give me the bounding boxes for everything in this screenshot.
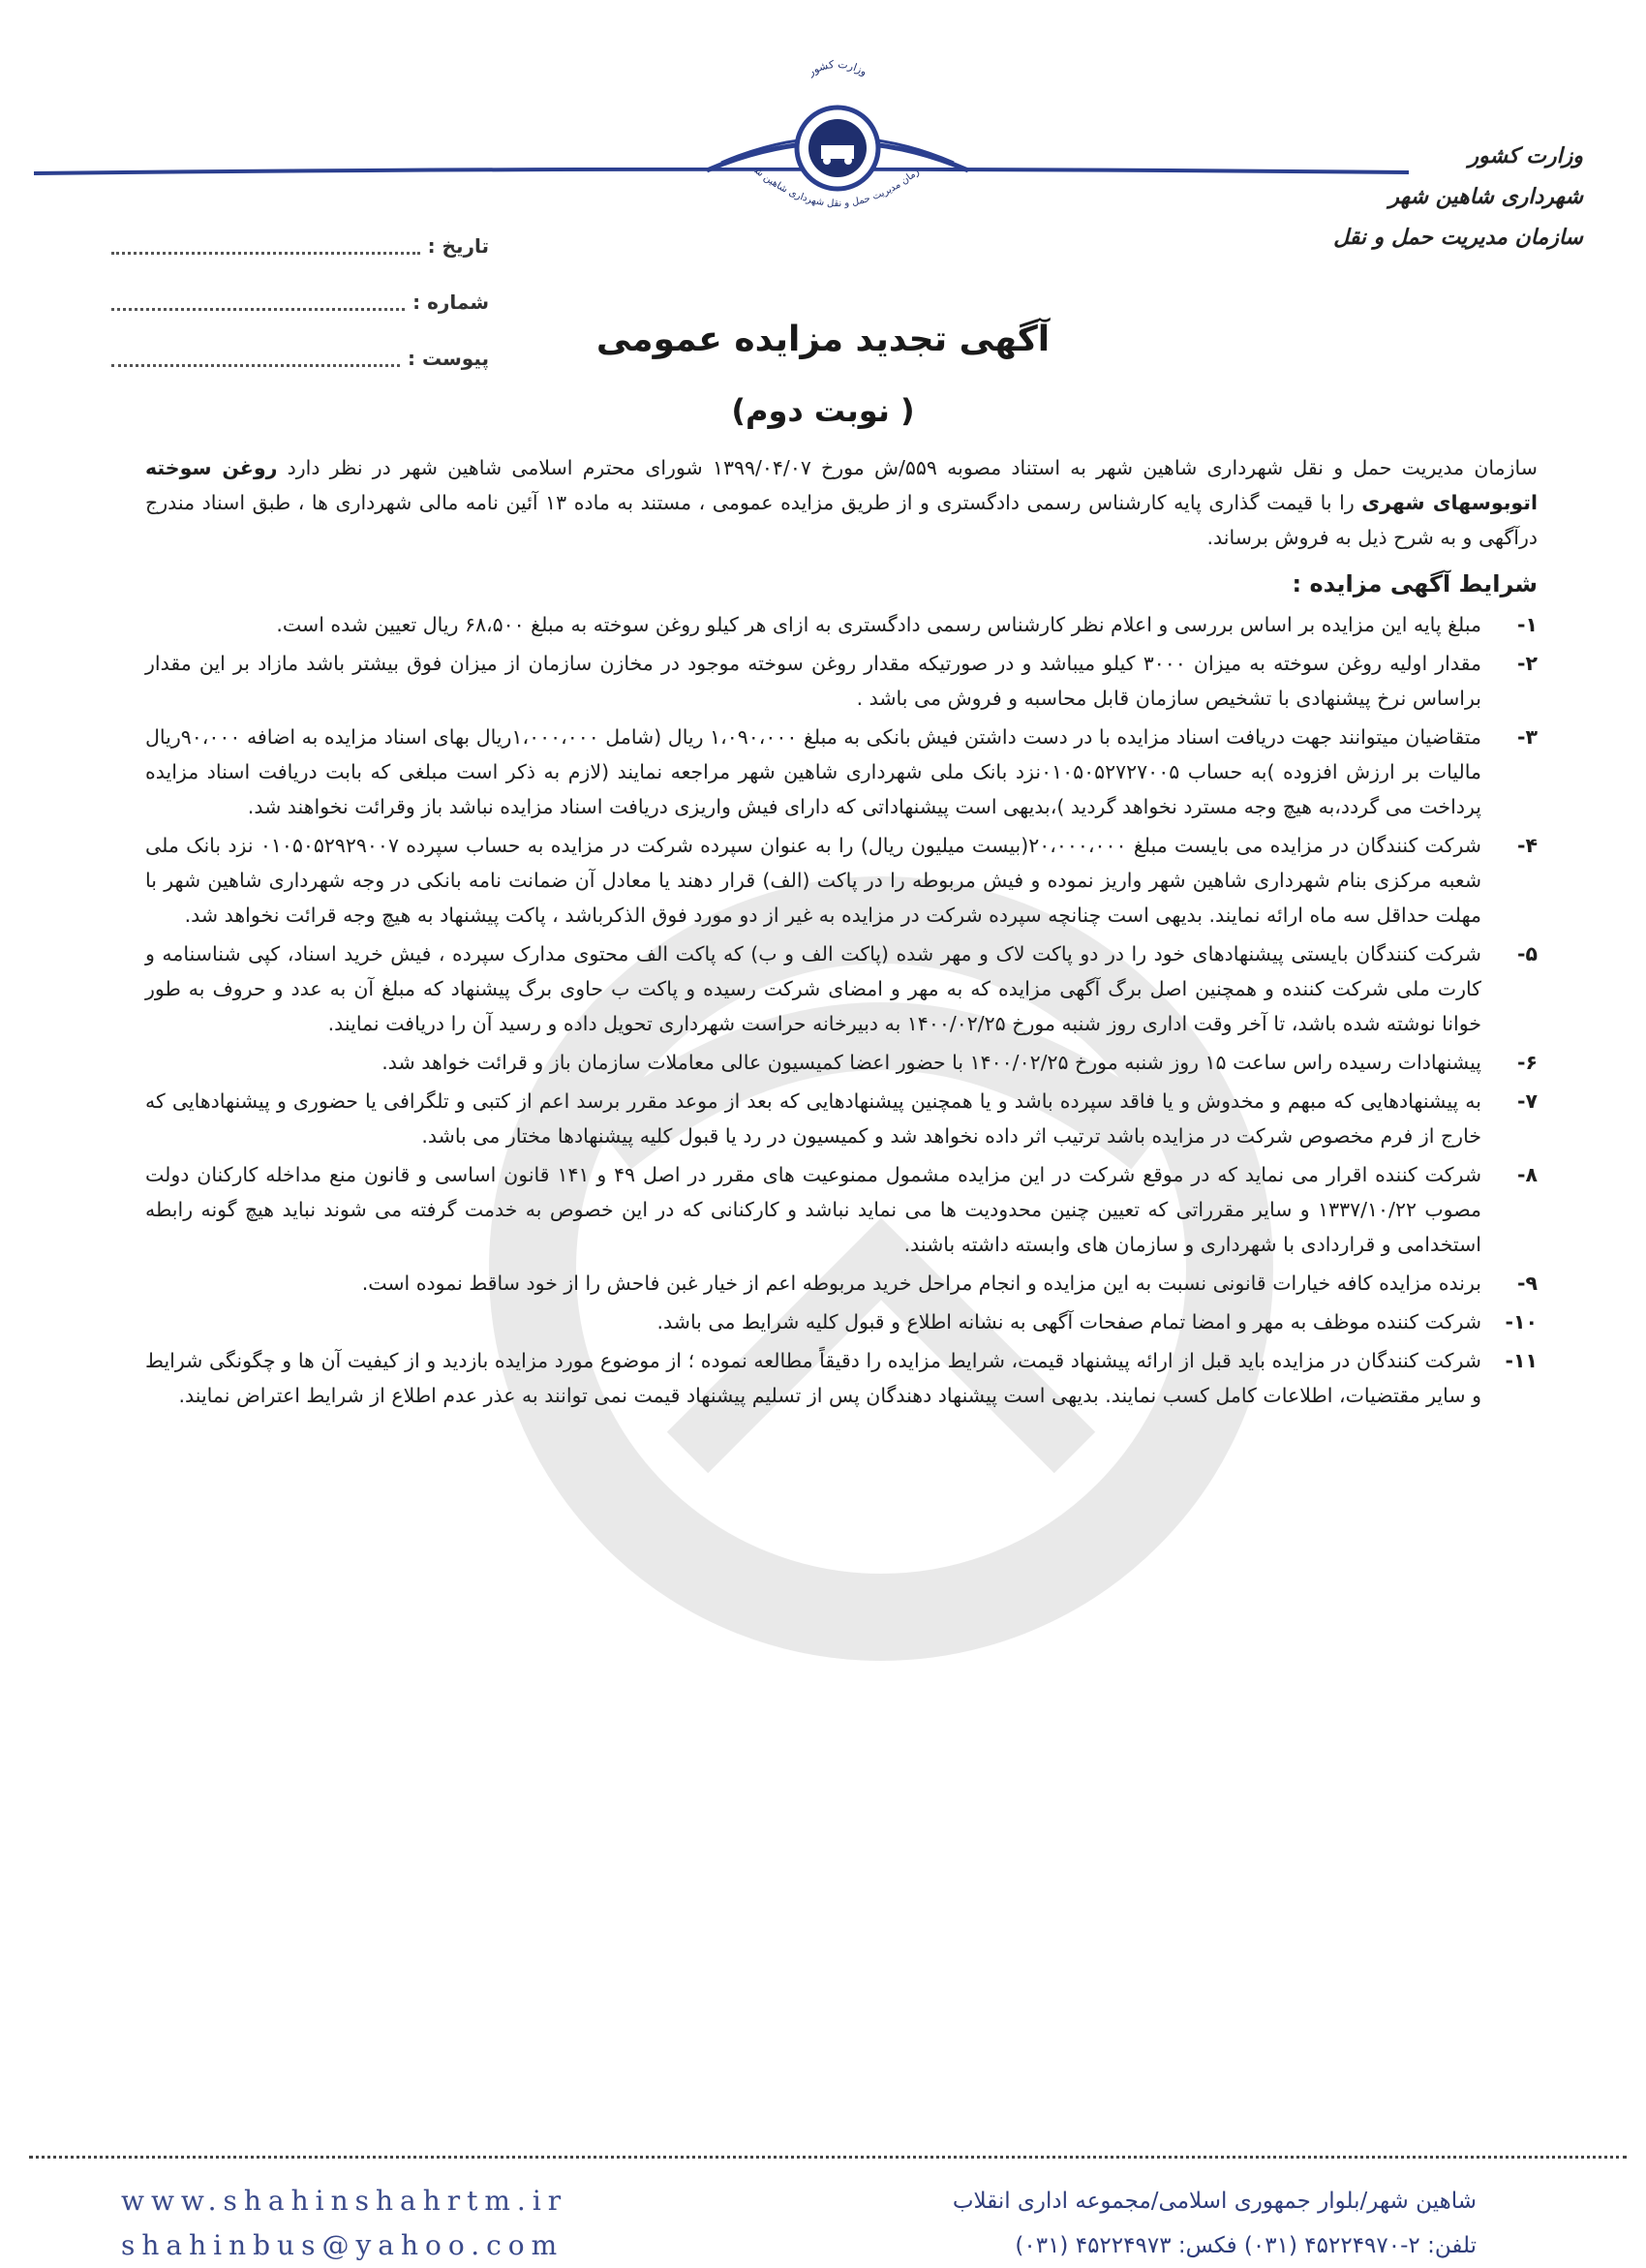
condition-item xyxy=(145,607,1538,642)
letter-meta xyxy=(111,218,489,386)
footer-address-block xyxy=(741,2179,1477,2268)
number-label: شماره : xyxy=(412,291,489,314)
condition-number: ۶- xyxy=(1516,1051,1538,1074)
condition-number: ۲- xyxy=(1516,652,1538,675)
condition-text: شرکت کنندگان بایستی پیشنهادهای خود را در دو پاکت لاک و مهر شده (پاکت الف و ب) که پاکت الف محتوی مدارک سپرده ، فیش خرید اسناد، کپی شناسنامه و کارت ملی شرکت کننده و همچنین اصل برگ آگهی مزایده که به مهر و امضای شرکت رسیده و پاکت ب حاوی برگ پیشنهاد که مبلغ آن به عدد و حروف به طور خوانا نوشته شده باشد، تا آخر وقت اداری روز شنبه مورخ ۱۴۰۰/۰۲/۲۵ به دبیرخانه حراست شهرداری تحویل داده و رسید آن را دریافت نمایند. xyxy=(145,942,1481,1035)
date-dots xyxy=(111,238,420,255)
intro-paragraph xyxy=(145,450,1538,555)
condition-text: مبلغ پایه این مزایده بر اساس بررسی و اعلام نظر کارشناس رسمی دادگستری به ازای هر کیلو روغن سوخته به مبلغ ۶۸،۵۰۰ ریال تعیین شده است. xyxy=(276,613,1481,636)
logo-emblem-icon xyxy=(697,56,978,211)
condition-text: پیشنهادات رسیده راس ساعت ۱۵ روز شنبه مورخ ۱۴۰۰/۰۲/۲۵ با حضور اعضا کمیسیون عالی معاملات سازمان باز و قرائت خواهد شد. xyxy=(381,1051,1481,1074)
ministry-line-3: سازمان مدیریت حمل و نقل xyxy=(1333,225,1583,250)
condition-item xyxy=(145,1343,1538,1413)
condition-text: شرکت کننده اقرار می نماید که در موقع شرکت در این مزایده مشمول ممنوعیت های مقرر در اصل ۴۹ و ۱۴۱ قانون اساسی و قانون منع مداخله کارکنان دولت مصوب ۱۳۳۷/۱۰/۲۲ و سایر مقرراتی که تعیین چنین محدودیت ها می نماید نباشد و کارکنانی که در این خصوص به خدمت گرفته می شوند نباید هیچ گونه رابطه استخدامی و قراردادی با شهرداری و سازمان های وابسته داشته باشند. xyxy=(145,1163,1481,1256)
condition-item xyxy=(145,1157,1538,1262)
condition-item xyxy=(145,720,1538,824)
page-title: آگهی تجدید مزایده عمومی xyxy=(595,320,1051,359)
condition-item xyxy=(145,936,1538,1041)
logo-bottom-text: زمان مدیریت حمل و نقل شهرداری شاهین ش xyxy=(752,166,922,210)
footer-email-link[interactable]: shahinbus@yahoo.com xyxy=(121,2229,564,2261)
condition-item xyxy=(145,1084,1538,1153)
condition-text: برنده مزایده کافه خیارات قانونی نسبت به این مزایده و انجام مراحل خرید مربوطه اعم از خیار غبن فاحش را از خود ساقط نموده است. xyxy=(361,1272,1481,1295)
condition-number: ۱- xyxy=(1516,613,1538,636)
ministry-line-2: شهرداری شاهین شهر xyxy=(1388,184,1583,209)
conditions-list xyxy=(145,607,1538,1413)
number-dots xyxy=(111,294,405,311)
condition-text: متقاضیان میتوانند جهت دریافت اسناد مزایده با در دست داشتن فیش بانکی به مبلغ ۱،۰۹۰،۰۰۰ ریال (شامل ۱،۰۰۰،۰۰۰ریال بهای اسناد مزایده به اضافه ۹۰،۰۰۰ریال مالیات بر ارزش افزوده )به حساب ۰۱۰۵۰۵۲۷۲۷۰۰۵نزد بانک ملی شهرداری شاهین شهر مراجعه نمایند (لازم به ذکر است مبلغی که بابت دریافت اسناد مزایده پرداخت می گردد،به هیچ وجه مسترد نخواهد گردید )،بدیهی است پیشنهاداتی که دارای فیش واریزی دریافت اسناد مزایده نباشد باز وقرائت نخواهند شد. xyxy=(145,725,1481,818)
condition-item xyxy=(145,828,1538,933)
condition-item xyxy=(145,1266,1538,1301)
conditions-heading: شرایط آگهی مزایده : xyxy=(1292,570,1538,598)
condition-number: ۱۱- xyxy=(1505,1349,1538,1372)
condition-number: ۷- xyxy=(1516,1089,1538,1113)
date-field xyxy=(111,218,489,274)
condition-number: ۴- xyxy=(1516,834,1538,857)
condition-item xyxy=(145,646,1538,716)
condition-number: ۱۰- xyxy=(1505,1310,1538,1333)
condition-number: ۹- xyxy=(1516,1272,1538,1295)
svg-text:وزارت کشور xyxy=(805,58,869,79)
condition-number: ۵- xyxy=(1516,942,1538,965)
organization-logo xyxy=(697,56,978,211)
footer-address: شاهین شهر/بلوار جمهوری اسلامی/مجموعه اداری انقلاب xyxy=(952,2189,1477,2214)
condition-number: ۸- xyxy=(1516,1163,1538,1186)
condition-text: شرکت کننده موظف به مهر و امضا تمام صفحات آگهی به نشانه اطلاع و قبول کلیه شرایط می باشد. xyxy=(656,1310,1481,1333)
intro-part-1: سازمان مدیریت حمل و نقل شهرداری شاهین شهر به استناد مصوبه ۵۵۹/ش مورخ ۱۳۹۹/۰۴/۰۷ شورای محترم اسلامی شاهین شهر در نظر دارد xyxy=(277,456,1538,479)
ministry-header xyxy=(1331,136,1583,258)
condition-text: شرکت کنندگان در مزایده می بایست مبلغ ۲۰،۰۰۰،۰۰۰(بیست میلیون ریال) را به عنوان سپرده شرکت در مزایده به حساب سپرده ۰۱۰۵۰۵۲۹۲۹۰۰۷ نزد بانک ملی شعبه مرکزی بنام شهرداری شاهین شهر واریز نموده و فیش مربوطه را در پاکت (الف) قرار دهند یا معادل آن ضمانت نامه بانکی در وجه شهرداری شاهین شهر با مهلت حداقل سه ماه ارائه نمایند. بدیهی است چنانچه سپرده شرکت در مزایده به غیر از دو مورد فوق الذکرباشد ، پاکت پیشنهاد به هیچ وجه قرائت نخواهد شد. xyxy=(145,834,1481,927)
date-label: تاریخ : xyxy=(427,234,489,258)
condition-text: مقدار اولیه روغن سوخته به میزان ۳۰۰۰ کیلو میباشد و در صورتیکه مقدار روغن سوخته موجود در مخازن سازمان از میزان فوق بیشتر باشد مازاد بر این مقدار براساس نرخ پیشنهادی با تشخیص سازمان قابل محاسبه و فروش می باشد . xyxy=(145,652,1481,710)
page-subtitle: ( نوبت دوم) xyxy=(731,392,915,429)
footer-divider xyxy=(29,2156,1627,2159)
ministry-line-1: وزارت کشور xyxy=(1468,143,1583,169)
footer-website-link[interactable]: www.shahinshahrtm.ir xyxy=(121,2185,568,2217)
attachment-label: پیوست : xyxy=(407,347,489,370)
intro-part-2: را با قیمت گذاری پایه کارشناس رسمی دادگستری و از طریق مزایده عمومی ، مستند به ماده ۱۳ آئین نامه مالی شهرداری ها ، طبق اسناد مندرج درآگهی و به شرح ذیل به فروش برساند. xyxy=(145,491,1538,549)
condition-text: شرکت کنندگان در مزایده باید قبل از ارائه پیشنهاد قیمت، شرایط مزایده را دقیقاً مطالعه نموده ؛ از موضوع مورد مزایده بازدید و از کیفیت آن ها و چگونگی شرایط و سایر مقتضیات، اطلاعات کامل کسب نمایند. بدیهی است پیشنهاد دهندگان پس از تسلیم پیشنهاد قیمت نمی توانند به عذر عدم اطلاع از شرایط اعتراض نمایند. xyxy=(145,1349,1481,1407)
footer-phone: تلفن: ۲-۴۵۲۲۴۹۷۰ (۰۳۱) فکس: ۴۵۲۲۴۹۷۳ (۰۳۱) xyxy=(1015,2233,1477,2258)
intro-bold: روغن سوخته اتوبوسهای شهری xyxy=(145,456,1538,514)
condition-item xyxy=(145,1045,1538,1080)
logo-top-text: وزارت کشور xyxy=(806,57,869,78)
footer-contact-block xyxy=(121,2179,741,2268)
announcement-body xyxy=(145,450,1538,1417)
condition-text: به پیشنهادهایی که مبهم و مخدوش و یا فاقد سپرده باشد و یا همچنین پیشنهادهایی که بعد از موعد مقرر برسد اعم از کتبی و تلگرافی یا حضوری و پیشنهادهایی که خارج از فرم مخصوص شرکت در مزایده باشد ترتیب اثر داده نخواهد شد و کمیسیون در رد یا قبول کلیه پیشنهادها مختار می باشد. xyxy=(145,1089,1481,1148)
condition-item xyxy=(145,1304,1538,1339)
condition-number: ۳- xyxy=(1516,725,1538,749)
